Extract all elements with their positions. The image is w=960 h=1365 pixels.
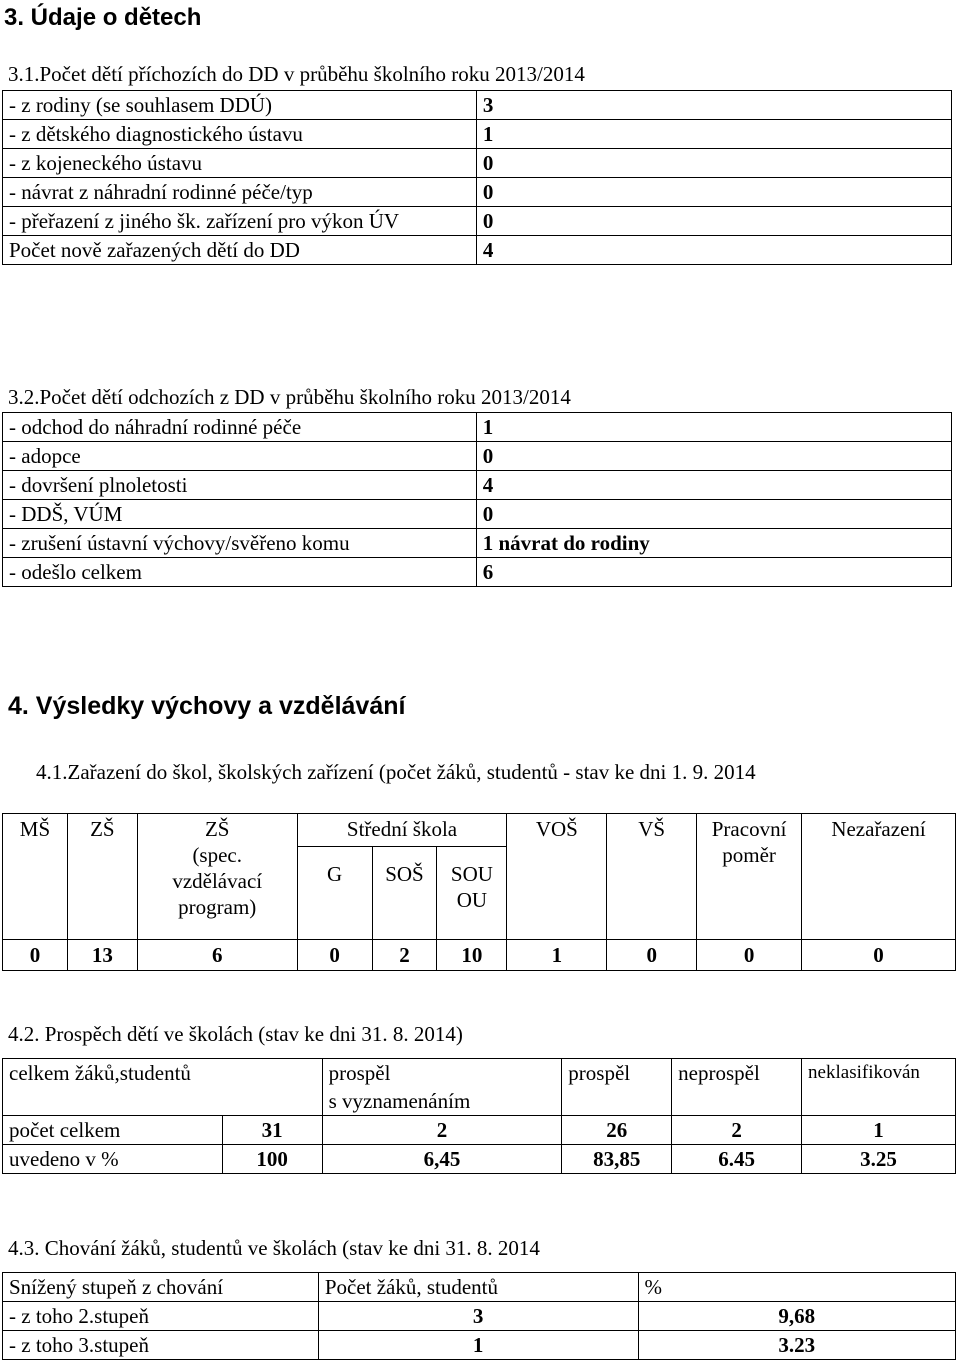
header-line: s vyznamenáním bbox=[328, 1089, 471, 1113]
row-label: - odchod do náhradní rodinné péče bbox=[3, 413, 477, 442]
header-passed: prospěl bbox=[562, 1059, 672, 1116]
value-vos: 1 bbox=[507, 940, 607, 971]
cell-count: 3 bbox=[318, 1302, 638, 1331]
cell-honors: 6,45 bbox=[322, 1145, 562, 1174]
header-ms: MŠ bbox=[3, 814, 68, 940]
header-nezarazeni: Nezařazení bbox=[802, 814, 956, 940]
row-label: - DDŠ, VÚM bbox=[3, 500, 477, 529]
header-grade: Snížený stupeň z chování bbox=[3, 1273, 319, 1302]
row-value: 0 bbox=[476, 442, 951, 471]
section-3-title: 3. Údaje o dětech bbox=[4, 4, 202, 31]
section-4-3-title: 4.3. Chování žáků, studentů ve školách (stav ke dni 31. 8. 2014 bbox=[8, 1236, 540, 1260]
cell-percent: 3.23 bbox=[638, 1331, 955, 1360]
header-line: Pracovní bbox=[711, 817, 787, 841]
table-row bbox=[3, 149, 952, 178]
table-row bbox=[3, 500, 952, 529]
value-nezarazeni: 0 bbox=[802, 940, 956, 971]
header-line: prospěl bbox=[328, 1061, 391, 1085]
value-ms: 0 bbox=[3, 940, 68, 971]
section-4-2-title: 4.2. Prospěch dětí ve školách (stav ke dni 31. 8. 2014) bbox=[8, 1022, 463, 1046]
table-row bbox=[3, 442, 952, 471]
header-line: (spec. bbox=[192, 843, 242, 867]
table-row bbox=[3, 413, 952, 442]
table-row bbox=[3, 471, 952, 500]
row-label: - z kojeneckého ústavu bbox=[3, 149, 477, 178]
row-value: 4 bbox=[476, 236, 951, 265]
header-g: G bbox=[297, 847, 372, 940]
header-vos: VOŠ bbox=[507, 814, 607, 940]
cell-failed: 2 bbox=[672, 1116, 802, 1145]
cell-total: 100 bbox=[222, 1145, 322, 1174]
cell-percent: 9,68 bbox=[638, 1302, 955, 1331]
row-value: 1 bbox=[476, 120, 951, 149]
value-sos: 2 bbox=[372, 940, 437, 971]
cell-unclassified: 1 bbox=[802, 1116, 956, 1145]
cell-unclassified: 3.25 bbox=[802, 1145, 956, 1174]
section-4-title: 4. Výsledky výchovy a vzdělávání bbox=[8, 692, 406, 720]
header-unclassified: neklasifikován bbox=[802, 1059, 956, 1116]
cell-total: 31 bbox=[222, 1116, 322, 1145]
table-row bbox=[3, 236, 952, 265]
table-row bbox=[3, 1331, 956, 1360]
value-g: 0 bbox=[297, 940, 372, 971]
row-label: - adopce bbox=[3, 442, 477, 471]
section-3-2-title: 3.2.Počet dětí odchozích z DD v průběhu školního roku 2013/2014 bbox=[8, 385, 571, 409]
row-label: - z toho 2.stupeň bbox=[3, 1302, 319, 1331]
outgoing-children-table bbox=[2, 412, 952, 587]
row-label: uvedeno v % bbox=[3, 1145, 223, 1174]
cell-passed: 83,85 bbox=[562, 1145, 672, 1174]
value-zs-spec: 6 bbox=[137, 940, 297, 971]
row-label: - návrat z náhradní rodinné péče/typ bbox=[3, 178, 477, 207]
header-count: Počet žáků, studentů bbox=[318, 1273, 638, 1302]
table-row bbox=[3, 529, 952, 558]
header-sou bbox=[437, 847, 507, 940]
table-row bbox=[3, 207, 952, 236]
section-4-1-title: 4.1.Zařazení do škol, školských zařízení (počet žáků, studentů - stav ke dni 1. 9. 2014 bbox=[36, 760, 756, 784]
header-line: vzdělávací bbox=[172, 869, 263, 893]
table-header-row bbox=[3, 1059, 956, 1116]
header-line: poměr bbox=[722, 843, 776, 867]
value-pracovni: 0 bbox=[697, 940, 802, 971]
row-label: - zrušení ústavní výchovy/svěřeno komu bbox=[3, 529, 477, 558]
value-zs: 13 bbox=[67, 940, 137, 971]
header-zs-spec bbox=[137, 814, 297, 940]
value-sou: 10 bbox=[437, 940, 507, 971]
cell-honors: 2 bbox=[322, 1116, 562, 1145]
table-row bbox=[3, 91, 952, 120]
table-row bbox=[3, 1302, 956, 1331]
header-line: ZŠ bbox=[204, 817, 230, 841]
row-value: 1 bbox=[476, 413, 951, 442]
header-sos: SOŠ bbox=[372, 847, 437, 940]
cell-count: 1 bbox=[318, 1331, 638, 1360]
table-row bbox=[3, 940, 956, 971]
row-label: - odešlo celkem bbox=[3, 558, 477, 587]
results-table bbox=[2, 1058, 956, 1174]
table-row bbox=[3, 178, 952, 207]
cell-passed: 26 bbox=[562, 1116, 672, 1145]
header-line: OU bbox=[456, 888, 488, 912]
row-value: 0 bbox=[476, 149, 951, 178]
row-label: Počet nově zařazených dětí do DD bbox=[3, 236, 477, 265]
row-value: 1 návrat do rodiny bbox=[476, 529, 951, 558]
header-honors bbox=[322, 1059, 562, 1116]
table-row bbox=[3, 120, 952, 149]
header-pracovni-pomer bbox=[697, 814, 802, 940]
table-header-row bbox=[3, 1273, 956, 1302]
table-row bbox=[3, 1145, 956, 1174]
header-line: program) bbox=[178, 895, 257, 919]
row-value: 4 bbox=[476, 471, 951, 500]
row-value: 0 bbox=[476, 500, 951, 529]
row-value: 0 bbox=[476, 178, 951, 207]
school-placement-table bbox=[2, 813, 956, 971]
row-label: - z toho 3.stupeň bbox=[3, 1331, 319, 1360]
header-line: SOU bbox=[450, 862, 493, 886]
row-label: počet celkem bbox=[3, 1116, 223, 1145]
header-stredni-skola: Střední škola bbox=[297, 814, 507, 847]
value-vs: 0 bbox=[607, 940, 697, 971]
table-row bbox=[3, 558, 952, 587]
header-failed: neprospěl bbox=[672, 1059, 802, 1116]
row-label: - z dětského diagnostického ústavu bbox=[3, 120, 477, 149]
row-value: 0 bbox=[476, 207, 951, 236]
row-label: - z rodiny (se souhlasem DDÚ) bbox=[3, 91, 477, 120]
table-header-row bbox=[3, 814, 956, 847]
row-label: - přeřazení z jiného šk. zařízení pro výkon ÚV bbox=[3, 207, 477, 236]
row-label: - dovršení plnoletosti bbox=[3, 471, 477, 500]
header-zs: ZŠ bbox=[67, 814, 137, 940]
row-value: 6 bbox=[476, 558, 951, 587]
row-value: 3 bbox=[476, 91, 951, 120]
section-3-1-title: 3.1.Počet dětí příchozích do DD v průběhu školního roku 2013/2014 bbox=[8, 62, 585, 86]
header-total: celkem žáků,studentů bbox=[3, 1059, 323, 1116]
header-percent: % bbox=[638, 1273, 955, 1302]
behavior-table bbox=[2, 1272, 956, 1360]
table-row bbox=[3, 1116, 956, 1145]
incoming-children-table bbox=[2, 90, 952, 265]
header-vs: VŠ bbox=[607, 814, 697, 940]
cell-failed: 6.45 bbox=[672, 1145, 802, 1174]
